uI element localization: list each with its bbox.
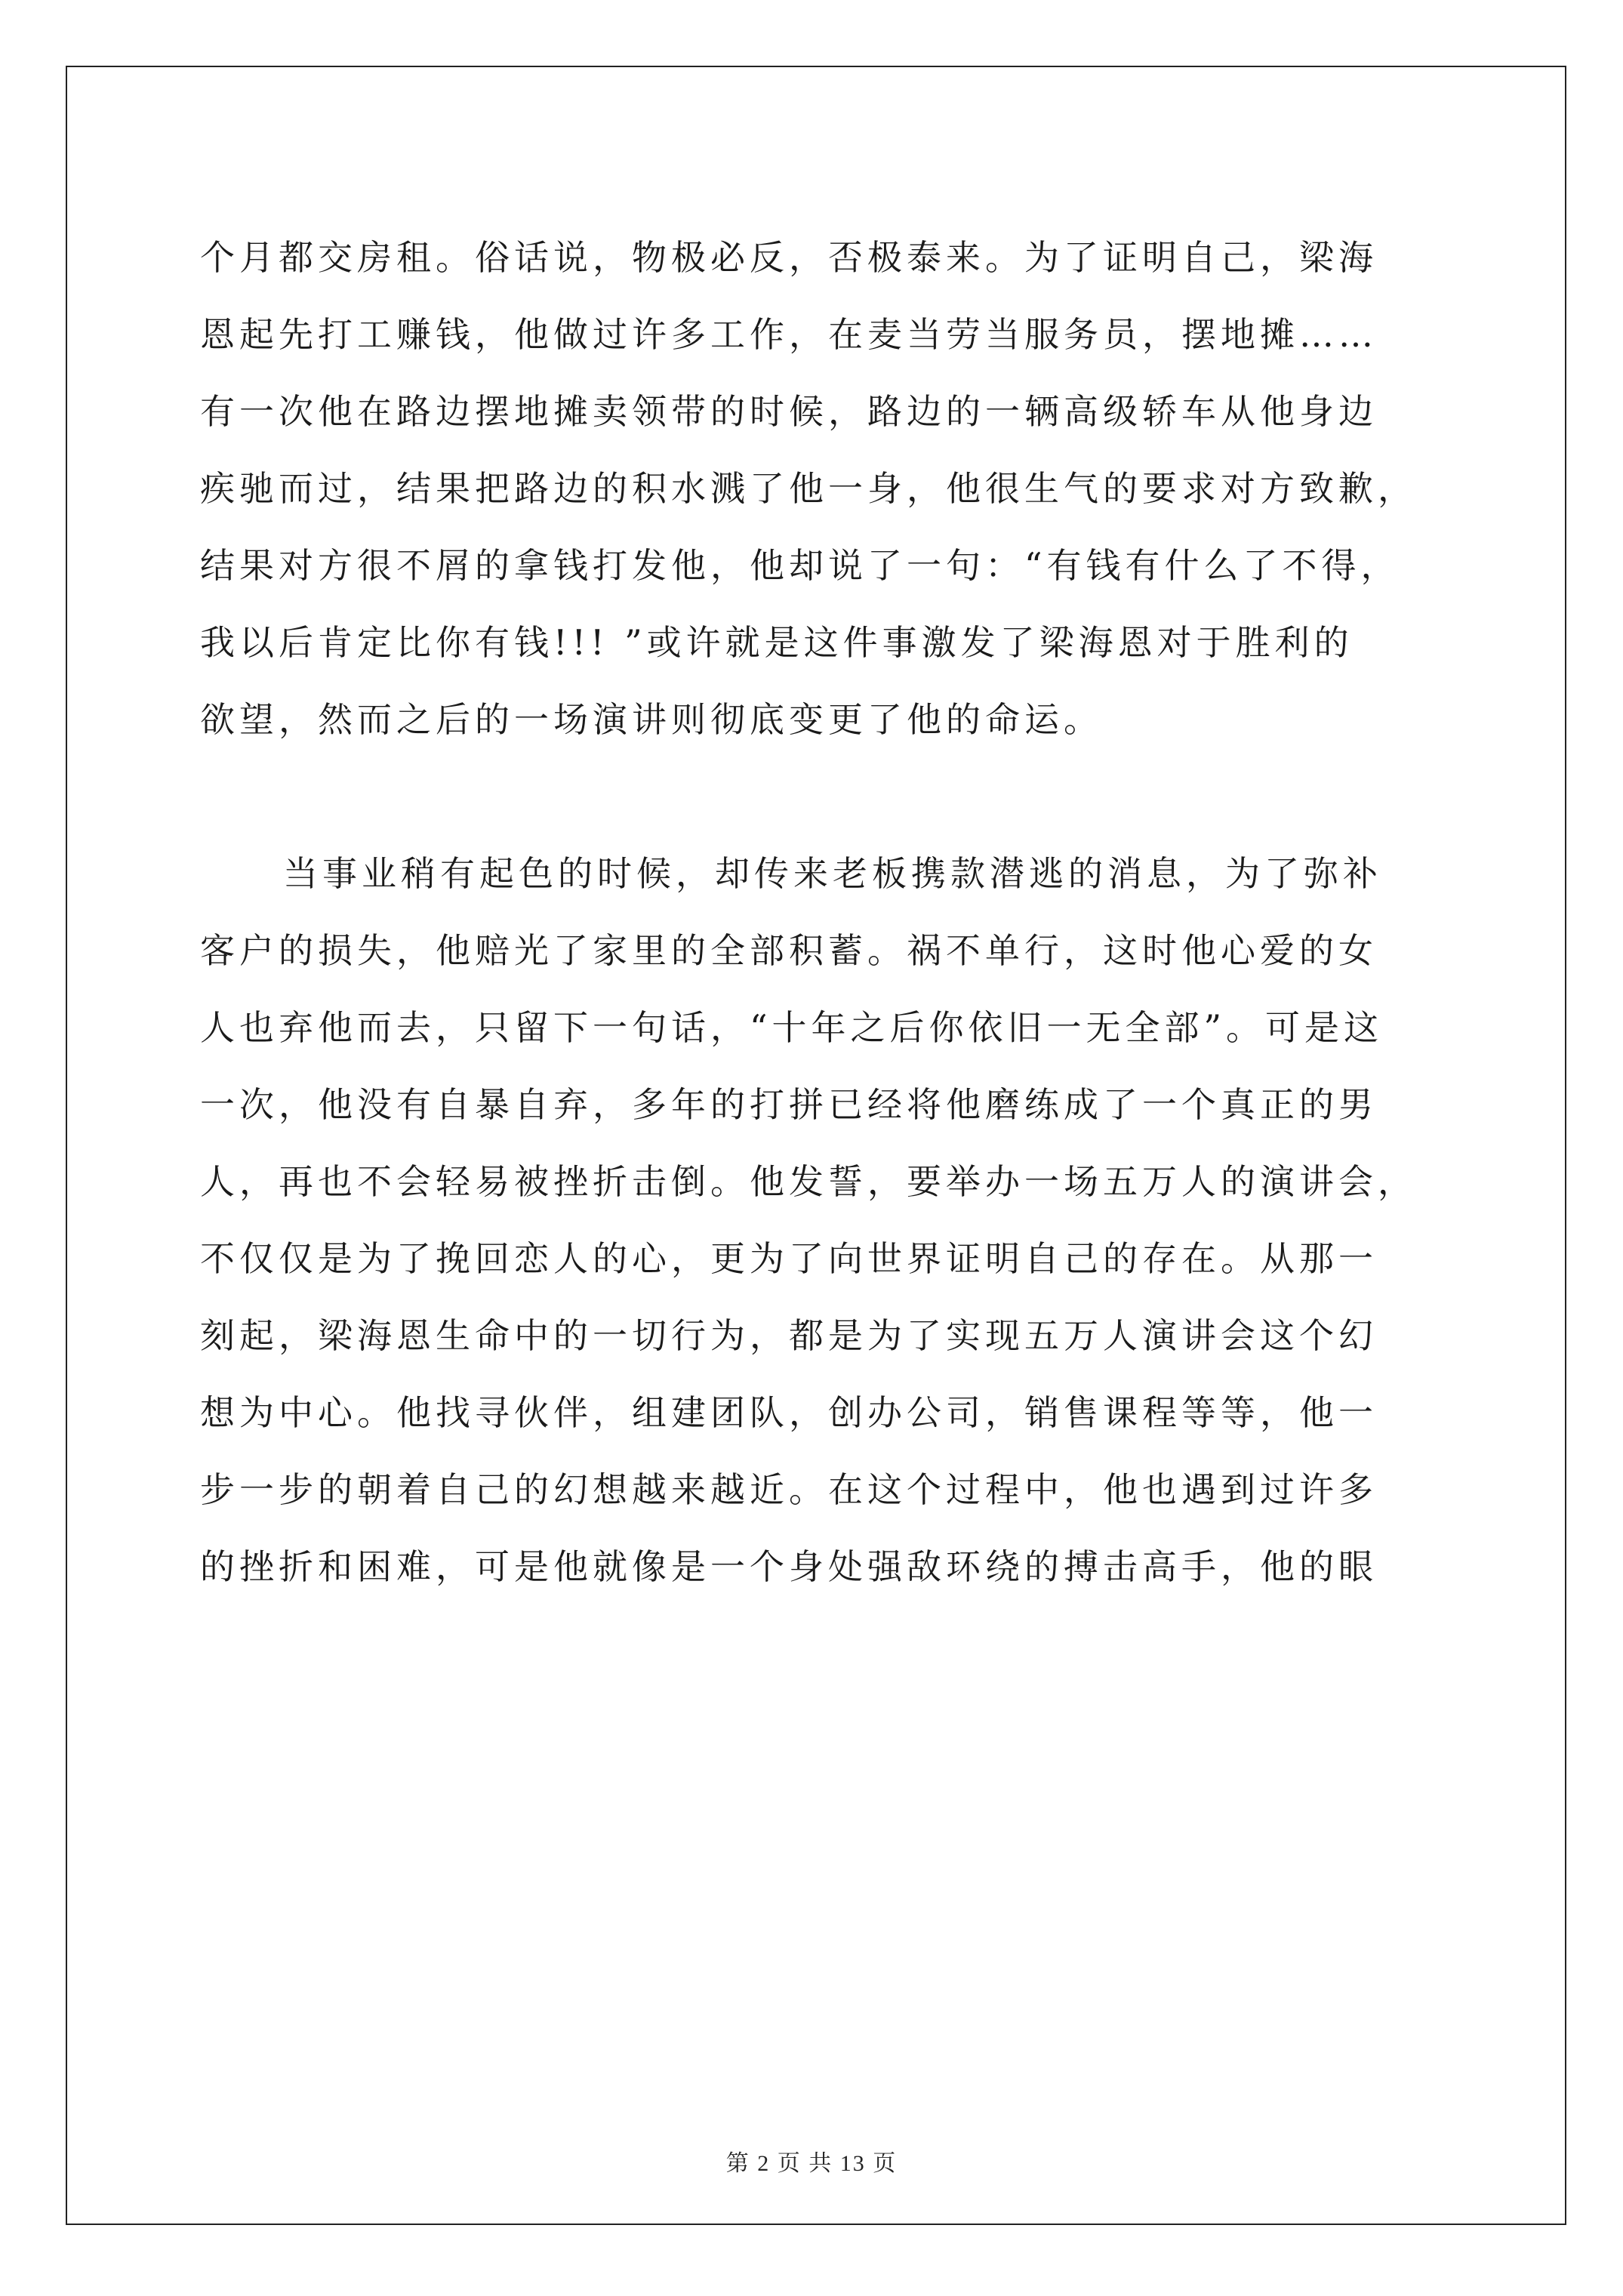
document-body xyxy=(200,219,1438,1605)
paragraph-gap xyxy=(200,758,1438,835)
text-line: 不仅仅是为了挽回恋人的心，更为了向世界证明自己的存在。从那一 xyxy=(200,1238,1378,1279)
text-line: 疾驰而过，结果把路边的积水溅了他一身，他很生气的要求对方致歉， xyxy=(200,468,1417,509)
text-line: 当事业稍有起色的时候，却传来老板携款潜逃的消息，为了弥补 xyxy=(283,853,1382,894)
text-line: 的挫折和困难，可是他就像是一个身处强敌环绕的搏击高手，他的眼 xyxy=(200,1546,1378,1587)
page-number-footer: 第 2 页 共 13 页 xyxy=(725,2151,898,2176)
paragraph-2 xyxy=(200,835,1438,1605)
text-line: 人，再也不会轻易被挫折击倒。他发誓，要举办一场五万人的演讲会， xyxy=(200,1161,1417,1202)
text-line: 欲望，然而之后的一场演讲则彻底变更了他的命运。 xyxy=(200,699,1103,740)
text-line: 人也弃他而去，只留下一句话，“十年之后你依旧一无全部”。可是这 xyxy=(200,1007,1384,1048)
text-line: 有一次他在路边摆地摊卖领带的时候，路边的一辆高级轿车从他身边 xyxy=(200,391,1378,432)
text-line: 我以后肯定比你有钱!!! ”或许就是这件事激发了梁海恩对于胜利的 xyxy=(200,622,1354,663)
text-line: 步一步的朝着自己的幻想越来越近。在这个过程中，他也遇到过许多 xyxy=(200,1469,1378,1510)
text-line: 想为中心。他找寻伙伴，组建团队，创办公司，销售课程等等，他一 xyxy=(200,1392,1378,1433)
text-line: 一次，他没有自暴自弃，多年的打拼已经将他磨练成了一个真正的男 xyxy=(200,1084,1378,1125)
paragraph-1 xyxy=(200,219,1438,758)
text-line: 结果对方很不屑的拿钱打发他，他却说了一句：“有钱有什么了不得， xyxy=(200,545,1400,586)
text-line: 恩起先打工赚钱，他做过许多工作，在麦当劳当服务员，摆地摊…… xyxy=(200,314,1378,355)
text-line: 刻起，梁海恩生命中的一切行为，都是为了实现五万人演讲会这个幻 xyxy=(200,1315,1378,1356)
text-line: 个月都交房租。俗话说，物极必反，否极泰来。为了证明自己，梁海 xyxy=(200,237,1378,278)
text-line: 客户的损失，他赔光了家里的全部积蓄。祸不单行，这时他心爱的女 xyxy=(200,930,1378,971)
